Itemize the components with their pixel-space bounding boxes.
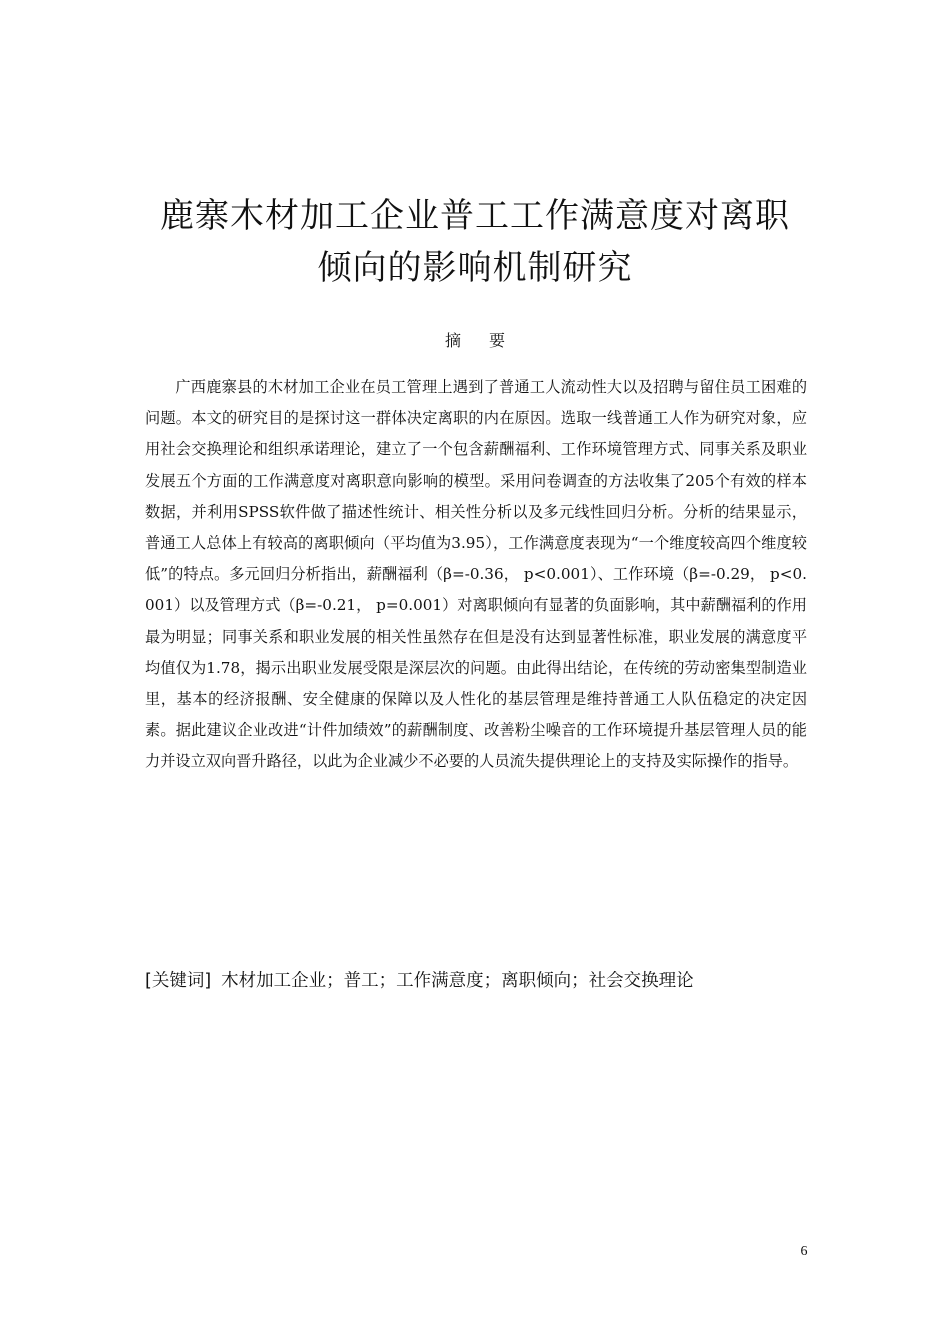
keywords-label: [关键词] bbox=[145, 971, 212, 991]
paper-title bbox=[100, 190, 850, 294]
abstract-body: 广西鹿寨县的木材加工企业在员工管理上遇到了普通工人流动性大以及招聘与留住员工困难的问题。本文的研究目的是探讨这一群体决定离职的内在原因。选取一线普通工人作为研究对象，应用社会交换理论和组织承诺理论，建立了一个包含薪酬福利、工作环境管理方式、同事关系及职业发展五个方面的工作满意度对离职意向影响的模型。采用问卷调查的方法收集了205个有效的样本数据，并利用SPSS软件做了描述性统计、相关性分析以及多元线性回归分析。分析的结果显示，普通工人总体上有较高的离职倾向（平均值为3.95），工作满意度表现为“一个维度较高四个维度较低”的特点。多元回归分析指出，薪酬福利（β=-0.36， p<0.001）、工作环境（β=-0.29， p<0.001）以及管理方式（β=-0.21， p=0.001）对离职倾向有显著的负面影响，其中薪酬福利的作用最为明显；同事关系和职业发展的相关性虽然存在但是没有达到显著性标准，职业发展的满意度平均值仅为1.78，揭示出职业发展受限是深层次的问题。由此得出结论，在传统的劳动密集型制造业里，基本的经济报酬、安全健康的保障以及人性化的基层管理是维持普通工人队伍稳定的决定因素。据此建议企业改进“计件加绩效”的薪酬制度、改善粉尘噪音的工作环境提升基层管理人员的能力并设立双向晋升路径，以此为企业减少不必要的人员流失提供理论上的支持及实际操作的指导。 bbox=[145, 378, 807, 771]
keywords-line bbox=[145, 968, 825, 994]
abstract-heading: 摘要 bbox=[444, 331, 533, 350]
title-line-2: 倾向的影响机制研究 bbox=[317, 248, 633, 288]
page-number: 6 bbox=[800, 1244, 808, 1259]
title-line-1: 鹿寨木材加工企业普工工作满意度对离职 bbox=[160, 196, 790, 236]
keywords-text: 木材加工企业；普工；工作满意度；离职倾向；社会交换理论 bbox=[221, 971, 694, 991]
